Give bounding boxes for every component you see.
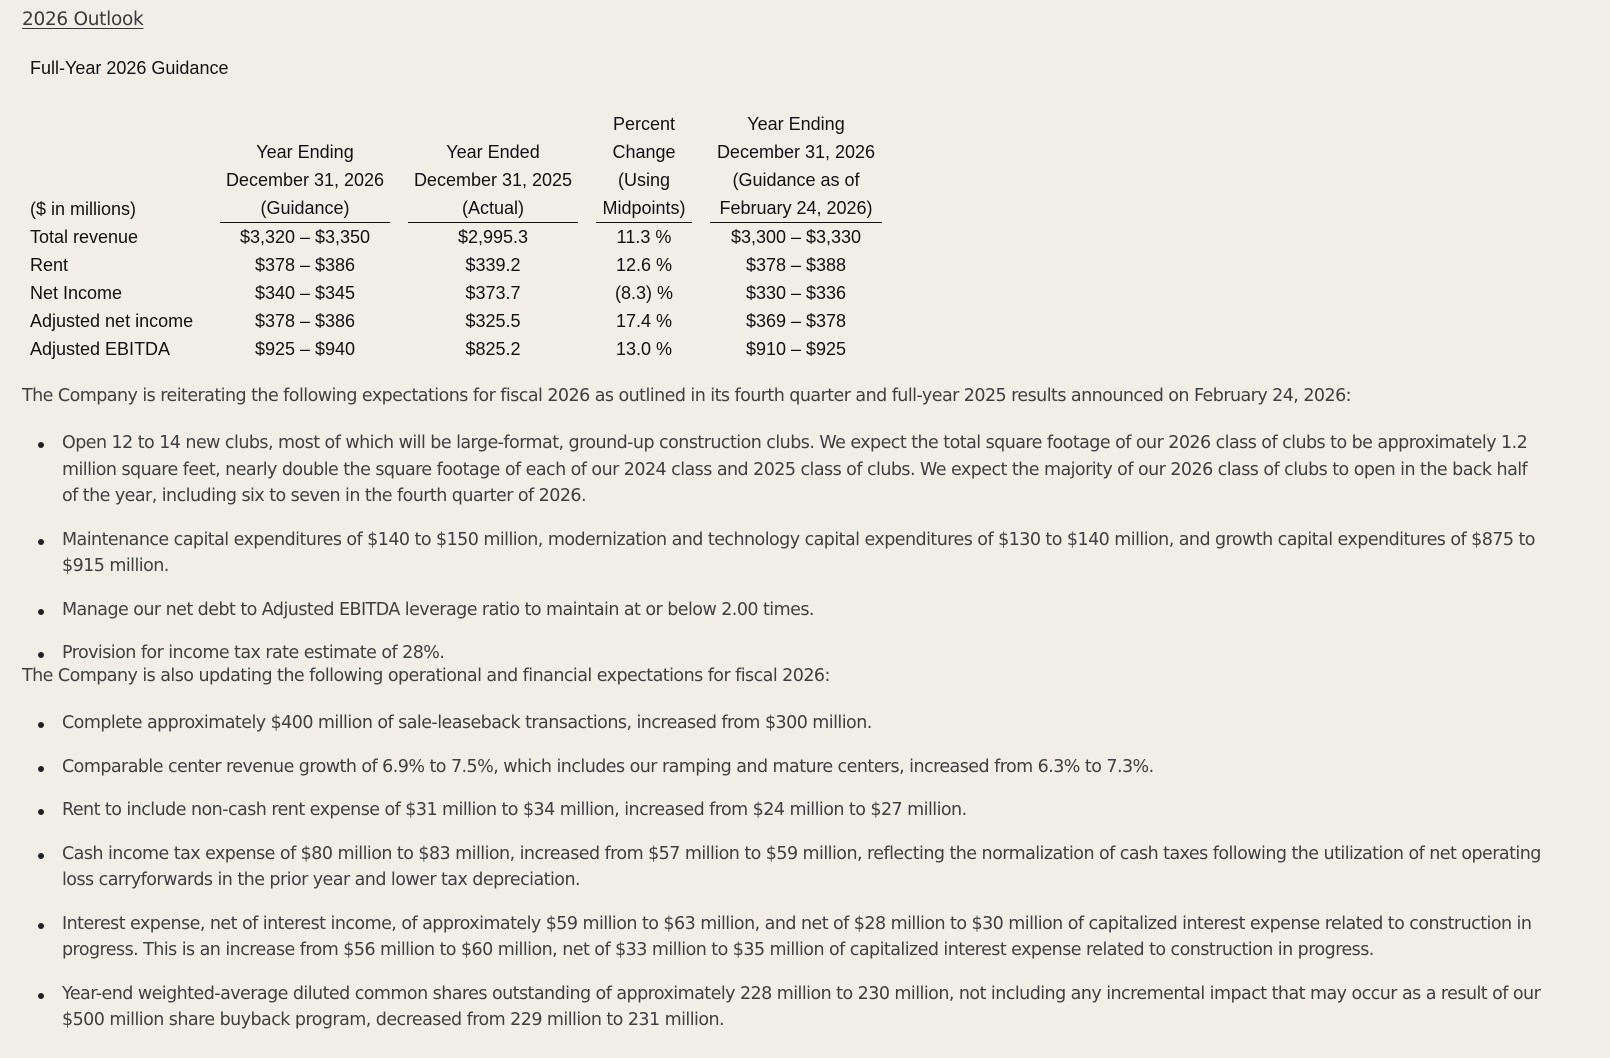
- table-cell: $340 – $345: [254, 283, 356, 303]
- updating-intro: The Company is also updating the following operational and financial expectations for fiscal 2026:: [22, 666, 830, 686]
- row-label: Rent: [30, 255, 69, 275]
- table-row: [22, 251, 882, 279]
- units-label-header: [22, 110, 202, 223]
- table-cell: 12.6 %: [615, 255, 673, 275]
- list-item: Comparable center revenue growth of 6.9% to 7.5%, which includes our ramping and mature centers, increased from 6.3% to 7.3%.: [22, 754, 1542, 781]
- table-cell: $3,320 – $3,350: [239, 227, 371, 247]
- table-cell: $825.2: [465, 339, 521, 359]
- table-row: [22, 223, 882, 251]
- table-cell: $330 – $336: [745, 283, 847, 303]
- table-cell: 17.4 %: [615, 311, 673, 331]
- list-item: Rent to include non-cash rent expense of $31 million to $34 million, increased from $24 million to $27 million.: [22, 797, 1542, 824]
- table-cell: 13.0 %: [615, 339, 673, 359]
- list-item: Open 12 to 14 new clubs, most of which will be large-format, ground-up construction clubs. We expect the total square footage of our 2026 class of clubs to be approximately 1.2 million square feet, nearly double the square footage of each of our 2024 class and 2025 class of clubs. We expect the majority of our 2026 class of clubs to open in the back half of the year, including six to seven in the fourth quarter of 2026.: [22, 430, 1542, 510]
- header-line: (Actual): [461, 198, 524, 218]
- table-cell: $378 – $386: [254, 255, 356, 275]
- list-item: Cash income tax expense of $80 million to $83 million, increased from $57 million to $59 million, reflecting the normalization of cash taxes following the utilization of net operating loss carryforwards in the prior year and lower tax depreciation.: [22, 841, 1542, 894]
- table-cell: $378 – $388: [745, 255, 847, 275]
- header-line: December 31, 2025: [413, 170, 573, 190]
- units-label: ($ in millions): [30, 199, 137, 219]
- table-cell: $910 – $925: [745, 339, 847, 359]
- table-cell: 11.3 %: [616, 227, 672, 247]
- header-line: (Guidance as of: [732, 170, 860, 190]
- header-line: (Guidance): [260, 198, 350, 218]
- table-row: [22, 307, 882, 335]
- column-header-prior-guidance: [710, 110, 882, 223]
- column-header-guidance: [220, 110, 390, 223]
- column-header-actual: [408, 110, 578, 223]
- header-line: Year Ending: [747, 114, 845, 134]
- guidance-table: [22, 110, 882, 363]
- list-item: Maintenance capital expenditures of $140 to $150 million, modernization and technology capital expenditures of $130 to $140 million, and growth capital expenditures of $875 to $915 million.: [22, 527, 1542, 580]
- table-cell: $325.5: [465, 311, 521, 331]
- list-item: Interest expense, net of interest income, of approximately $59 million to $63 million, and net of $28 million to $30 million of capitalized interest expense related to construction in progress. This is an increase from $56 million to $60 million, net of $33 million to $35 million of capitalized interest expense related to construction in progress.: [22, 911, 1542, 964]
- table-cell: $339.2: [465, 255, 521, 275]
- table-row: [22, 279, 882, 307]
- row-label: Adjusted net income: [30, 311, 194, 331]
- list-item: Provision for income tax rate estimate of 28%.: [22, 640, 1542, 667]
- row-label: Total revenue: [30, 227, 139, 247]
- row-label: Adjusted EBITDA: [30, 339, 171, 359]
- table-title: Full-Year 2026 Guidance: [30, 58, 229, 78]
- header-line: December 31, 2026: [716, 142, 876, 162]
- table-row: [22, 335, 882, 363]
- table-cell: $369 – $378: [745, 311, 847, 331]
- header-line: Change: [612, 142, 676, 162]
- table-cell: $3,300 – $3,330: [730, 227, 862, 247]
- column-header-percent-change: [596, 110, 692, 223]
- section-heading-link[interactable]: 2026 Outlook: [22, 9, 144, 30]
- header-line: December 31, 2026: [225, 170, 385, 190]
- header-line: Midpoints): [602, 198, 686, 218]
- list-item: Year-end weighted-average diluted common shares outstanding of approximately 228 million to 230 million, not including any incremental impact that may occur as a result of our $500 million share buyback program, decreased from 229 million to 231 million.: [22, 981, 1542, 1034]
- reiterating-intro: The Company is reiterating the following expectations for fiscal 2026 as outlined in its fourth quarter and full-year 2025 results announced on February 24, 2026:: [22, 386, 1352, 406]
- list-item: Complete approximately $400 million of sale-leaseback transactions, increased from $300 million.: [22, 710, 1542, 737]
- table-cell: $925 – $940: [254, 339, 356, 359]
- header-line: Year Ended: [446, 142, 540, 162]
- table-cell: $2,995.3: [457, 227, 529, 247]
- header-line: Year Ending: [256, 142, 354, 162]
- updating-list: [22, 710, 1542, 1051]
- header-line: (Using: [617, 170, 670, 190]
- reiterating-list: [22, 430, 1542, 684]
- list-item: Manage our net debt to Adjusted EBITDA leverage ratio to maintain at or below 2.00 times.: [22, 597, 1542, 624]
- table-cell: $378 – $386: [254, 311, 356, 331]
- table-cell: (8.3) %: [614, 283, 674, 303]
- header-line: February 24, 2026): [719, 198, 873, 218]
- table-header-row: [22, 110, 882, 223]
- row-label: Net Income: [30, 283, 123, 303]
- table-cell: $373.7: [465, 283, 521, 303]
- header-line: Percent: [612, 114, 676, 134]
